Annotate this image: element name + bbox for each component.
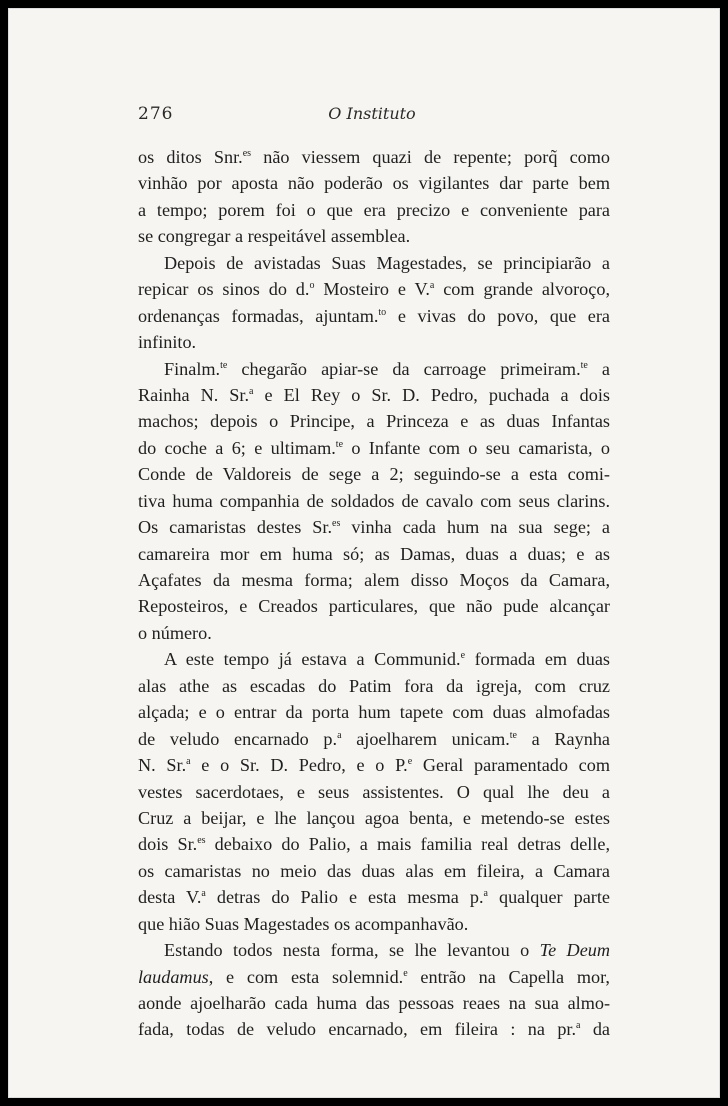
text-segment: que hião Suas Magestades os acompanhavão. [138,913,469,934]
text-segment: vestes sacerdotaes, e seus assistentes. O qual lhe deu a [138,781,610,802]
superscript-abbrev: a [249,385,254,397]
text-segment: entrão na Capella mor, [407,966,610,987]
superscript-abbrev: e [403,967,408,979]
text-line [138,303,610,329]
text-segment: machos; depois o Principe, a Princeza e as duas Infantas [138,411,610,432]
superscript-abbrev: te [220,359,228,371]
text-line [138,593,610,619]
text-line [138,620,610,646]
text-segment: ordenanças formadas, ajuntam. [138,305,379,326]
text-line [138,1016,610,1042]
text-segment: Conde de Valdoreis de sege a 2; seguindo-se a esta comi- [138,464,610,485]
text-line [138,223,610,249]
text-segment: da [580,1019,611,1040]
text-segment: , e com esta solemnid. [208,966,404,987]
text-line [138,197,610,223]
text-segment: a tempo; porem foi o que era precizo e conveniente para [138,199,610,220]
text-line [138,382,610,408]
text-line [138,170,610,196]
text-line [138,408,610,434]
text-segment: o Infante com o seu camarista, o [343,437,611,458]
text-line [138,673,610,699]
text-line [138,514,610,540]
text-line [138,541,610,567]
text-segment: tiva huma companhia de soldados de cavalo com seus clarins. [138,490,610,511]
text-line [138,805,610,831]
text-line [138,831,610,857]
superscript-abbrev: e [407,756,413,768]
superscript-abbrev: a [576,1020,581,1032]
text-line [138,858,610,884]
superscript-abbrev: a [483,888,488,900]
text-segment: Açafates da mesma forma; alem disso Moços da Camara, [138,570,610,590]
text-segment: A este tempo já estava a Communid. [164,649,461,670]
text-segment: debaixo do Palio, a mais familia real detras delle, [205,834,610,855]
text-segment: Geral paramentado com [412,755,610,776]
text-segment: alçada; e o entrar da porta hum tapete com duas almofadas [138,702,610,723]
superscript-abbrev: a [337,729,342,741]
text-segment: vinhão por aposta não poderão os vigilantes dar parte bem [138,173,610,194]
running-title: O Instituto [328,104,416,123]
text-segment: do coche a 6; e ultimam. [138,437,336,458]
text-line [138,488,610,514]
superscript-abbrev: te [509,729,517,741]
superscript-abbrev: a [429,280,435,292]
superscript-abbrev: te [580,359,588,371]
italic-text: Te Deum [539,940,610,961]
text-line [138,356,610,382]
text-segment: formada em duas [465,649,610,670]
superscript-abbrev: es [197,835,206,847]
text-segment: dois Sr. [138,834,198,855]
superscript-abbrev: es [242,148,252,159]
text-line [138,461,610,487]
superscript-abbrev: es [332,518,341,530]
text-line [138,250,610,276]
text-line [138,699,610,725]
text-segment: Rainha N. Sr. [138,384,250,405]
text-segment: e o Sr. D. Pedro, e o P. [190,755,408,776]
text-segment: o número. [138,622,212,643]
text-line [138,911,610,937]
text-segment: e vivas do povo, que era [386,305,610,326]
text-segment: repicar os sinos do d. [138,279,310,300]
text-segment: ajoelharem unicam. [341,728,510,749]
text-line [138,964,610,990]
page-header [8,104,720,128]
text-segment: detras do Palio e esta mesma p. [205,887,484,908]
text-segment: infinito. [138,332,197,353]
text-line [138,567,610,593]
text-line [138,779,610,805]
text-segment: os ditos Snr. [138,147,243,167]
superscript-abbrev: te [335,438,344,450]
text-line [138,937,610,963]
text-line [138,144,610,170]
italic-text: laudamus [138,966,209,987]
text-segment: chegarão apiar-se da carroage primeiram. [227,358,581,379]
text-segment: qualquer parte [487,887,610,908]
text-segment: os camaristas no meio das duas alas em fileira, a Camara [138,860,610,881]
superscript-abbrev: a [201,888,206,900]
superscript-abbrev: o [309,280,315,292]
page-number: 276 [138,104,174,124]
text-segment: Depois de avistadas Suas Magestades, se principiarão a [164,252,610,273]
text-segment: vinha cada hum na sua sege; a [340,517,610,538]
text-segment: Estando todos nesta forma, se lhe levantou o [164,940,540,961]
text-segment: com grande alvoroço, [434,279,610,300]
text-line [138,884,610,910]
text-line [138,646,610,672]
text-segment: fada, todas de veludo encarnado, em fileira : na pr. [138,1019,577,1040]
text-line [138,276,610,302]
text-segment: a [587,358,611,379]
text-segment: camareira mor em huma só; as Damas, duas a duas; e as [138,543,610,564]
body-text [138,144,610,1043]
text-segment: de veludo encarnado p. [138,728,338,749]
text-segment: desta V. [138,887,202,908]
text-segment: Finalm. [164,358,221,379]
superscript-abbrev: e [460,650,466,662]
superscript-abbrev: a [186,756,191,768]
text-segment: alas athe as escadas do Patim fora da igreja, com cruz [138,675,610,696]
text-segment: e El Rey o Sr. D. Pedro, puchada a dois [253,384,611,405]
text-segment: Reposteiros, e Creados particulares, que não pude alcançar [138,596,610,617]
text-line [138,726,610,752]
text-line [138,435,610,461]
text-line [138,990,610,1016]
text-segment: N. Sr. [138,755,187,776]
text-line [138,752,610,778]
text-segment: se congregar a respeitável assemblea. [138,226,411,247]
text-segment: Cruz a beijar, e lhe lançou agoa benta, e metendo-se estes [138,807,610,828]
book-page [8,8,720,1098]
text-segment: não viessem quazi de repente; porq̃ como [251,147,610,167]
text-segment: Os camaristas destes Sr. [138,517,333,538]
superscript-abbrev: to [378,306,387,318]
text-segment: Mosteiro e V. [314,279,430,300]
text-segment: a Raynha [516,728,610,749]
text-line [138,329,610,355]
text-segment: aonde ajoelharão cada huma das pessoas reaes na sua almo- [138,993,610,1013]
